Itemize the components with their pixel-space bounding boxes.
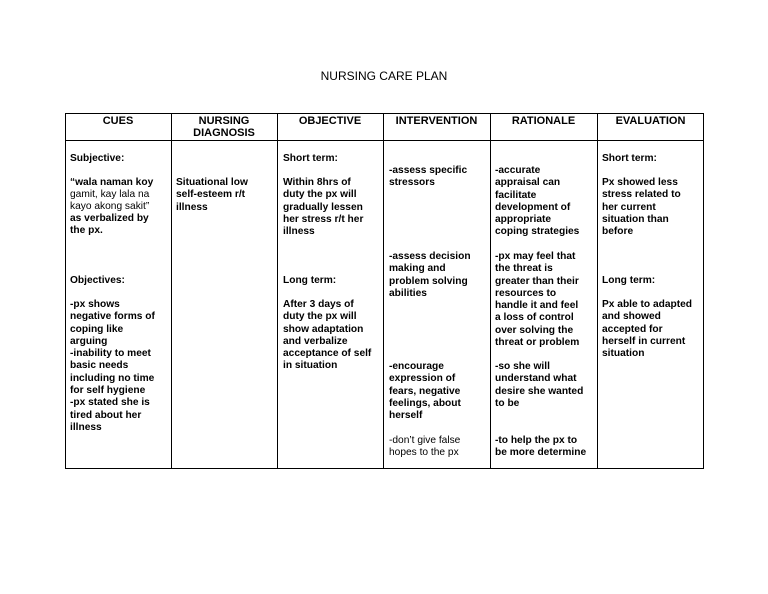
evaluation-short-term-text: Px showed less stress related to her current situation than before: [602, 177, 681, 238]
rationale-item: -to help the px to be more determine: [495, 435, 587, 459]
column-divider: [383, 113, 384, 469]
objective-long-term-label: Long term:: [283, 275, 337, 286]
header-nursing-diagnosis: NURSING DIAGNOSIS: [193, 115, 255, 139]
intervention-item: -assess specific stressors: [389, 165, 468, 189]
column-divider: [277, 113, 278, 469]
subjective-quote-line: kayo akong sakit”: [70, 201, 150, 212]
subjective-verbalized: as verbalized by the px.: [70, 213, 149, 237]
header-divider: [65, 140, 704, 141]
rationale-item: -so she will understand what desire she wanted to be: [495, 361, 584, 409]
rationale-item: -px may feel that the threat is greater than their resources to handle it and feel a loss of control over solving the threat or problem: [495, 251, 580, 349]
rationale-item: -accurate appraisal can facilitate development of appropriate coping strategies: [495, 165, 580, 238]
diagnosis-text: Situational low self-esteem r/t illness: [176, 177, 248, 213]
intervention-item: -encourage expression of fears, negative feelings, about herself: [389, 361, 461, 422]
column-divider: [490, 113, 491, 469]
header-objective: OBJECTIVE: [298, 115, 362, 127]
intervention-item: -don’t give false hopes to the px: [389, 435, 461, 459]
subjective-quote-line: “wala naman koy: [70, 177, 154, 188]
subjective-quote-line: gamit, kay lala na: [70, 189, 150, 200]
page-title: NURSING CARE PLAN: [320, 69, 448, 83]
objective-long-term-text: After 3 days of duty the px will show adaptation and verbalize acceptance of self in situation: [283, 299, 372, 372]
column-divider: [597, 113, 598, 469]
care-plan-table: [65, 113, 704, 469]
objectives-text: -px shows negative forms of coping like arguing -inability to meet basic needs including no time for self hygiene -px stated she is tired about her illness: [70, 299, 155, 433]
objectives-label: Objectives:: [70, 275, 125, 286]
objective-short-term-label: Short term:: [283, 153, 338, 164]
intervention-item: -assess decision making and problem solving abilities: [389, 251, 471, 299]
header-intervention: INTERVENTION: [395, 115, 478, 127]
subjective-label: Subjective:: [70, 153, 125, 164]
column-divider: [171, 113, 172, 469]
evaluation-long-term-text: Px able to adapted and showed accepted for herself in current situation: [602, 299, 693, 360]
evaluation-long-term-label: Long term:: [602, 275, 656, 286]
evaluation-short-term-label: Short term:: [602, 153, 657, 164]
objective-short-term-text: Within 8hrs of duty the px will gradually lessen her stress r/t her illness: [283, 177, 364, 238]
header-evaluation: EVALUATION: [615, 115, 686, 127]
header-cues: CUES: [102, 115, 134, 127]
header-rationale: RATIONALE: [511, 115, 576, 127]
